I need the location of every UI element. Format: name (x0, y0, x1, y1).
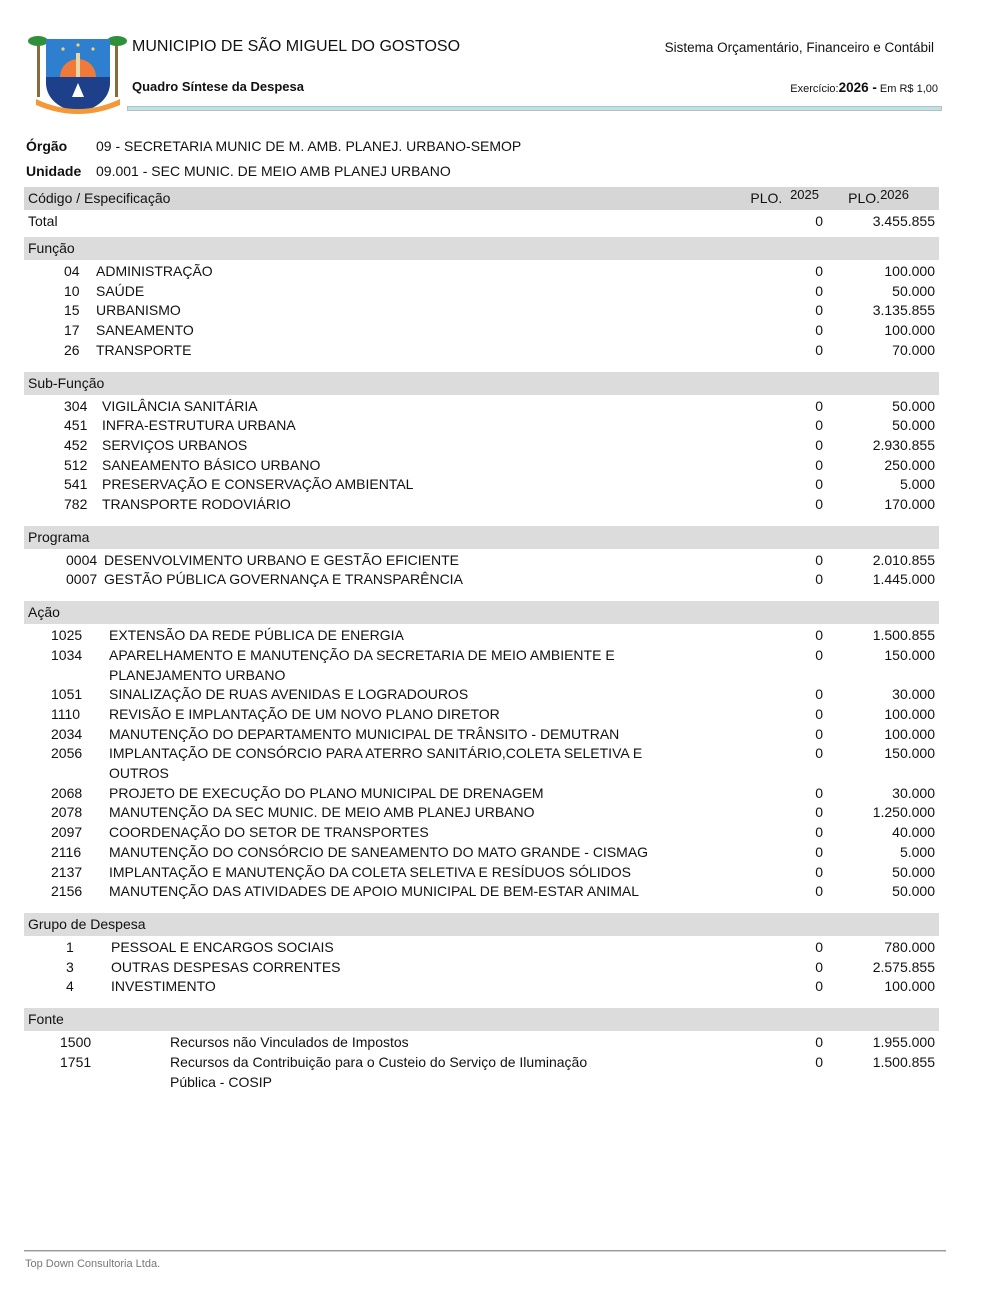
row-description: Recursos não Vinculados de Impostos (170, 1034, 409, 1051)
row-description: EXTENSÃO DA REDE PÚBLICA DE ENERGIA (109, 627, 404, 644)
row-code: 26 (64, 341, 80, 358)
row-value-2025: 0 (815, 725, 823, 742)
row-value-2025: 0 (815, 863, 823, 880)
col-header-plo-2026: PLO.2026 (848, 187, 909, 206)
table-row (24, 495, 939, 515)
row-description: REVISÃO E IMPLANTAÇÃO DE UM NOVO PLANO DIRETOR (109, 705, 500, 722)
table-row (24, 551, 939, 571)
section-header (24, 526, 939, 549)
row-code: 10 (64, 282, 80, 299)
row-value-2025: 0 (815, 705, 823, 722)
section-title: Fonte (28, 1011, 64, 1028)
table-row (24, 882, 939, 902)
row-description: OUTRAS DESPESAS CORRENTES (111, 958, 341, 975)
table-row (24, 725, 939, 745)
expense-summary-table (24, 187, 939, 1098)
row-value-2026: 150.000 (884, 745, 935, 762)
row-code: 304 (64, 397, 88, 414)
row-code: 451 (64, 417, 88, 434)
row-code: 2034 (51, 725, 83, 742)
row-value-2026: 100.000 (884, 705, 935, 722)
table-row (24, 784, 939, 804)
footer-divider (24, 1250, 946, 1252)
footer-company: Top Down Consultoria Ltda. (25, 1258, 161, 1270)
row-value-2025: 0 (815, 883, 823, 900)
row-value-2025: 0 (815, 436, 823, 453)
row-value-2026: 250.000 (884, 456, 935, 473)
row-description: VIGILÂNCIA SANITÁRIA (102, 397, 258, 414)
section-title: Ação (28, 604, 60, 621)
section-title: Sub-Função (28, 374, 105, 391)
row-code: 452 (64, 436, 88, 453)
table-row (24, 958, 939, 978)
row-code: 1 (66, 938, 74, 955)
table-row (24, 301, 939, 321)
report-title: Quadro Síntese da Despesa (132, 79, 304, 94)
row-value-2026: 1.500.855 (872, 627, 935, 644)
section-header (24, 913, 939, 936)
row-value-2026: 1.955.000 (872, 1034, 935, 1051)
table-row (24, 646, 939, 685)
row-value-2025: 0 (815, 263, 823, 279)
unidade-value: 09.001 - SEC MUNIC. DE MEIO AMB PLANEJ URBANO (96, 163, 451, 179)
total-label: Total (28, 213, 58, 229)
row-value-2026: 2.010.855 (872, 551, 935, 568)
unidade-line (26, 163, 451, 179)
row-value-2025: 0 (815, 686, 823, 703)
row-description: MANUTENÇÃO DA SEC MUNIC. DE MEIO AMB PLANEJ URBANO (109, 804, 535, 821)
row-code: 541 (64, 476, 88, 493)
row-description: SANEAMENTO BÁSICO URBANO (102, 456, 321, 473)
row-value-2025: 0 (815, 646, 823, 663)
row-value-2026: 50.000 (892, 397, 935, 414)
table-row (24, 282, 939, 302)
currency-note: Em R$ 1,00 (879, 83, 938, 95)
municipality-title: MUNICIPIO DE SÃO MIGUEL DO GOSTOSO (132, 38, 461, 55)
row-description: SANEAMENTO (96, 322, 194, 339)
row-value-2026: 30.000 (892, 686, 935, 703)
row-description: PRESERVAÇÃO E CONSERVAÇÃO AMBIENTAL (102, 476, 414, 493)
row-code: 782 (64, 496, 88, 513)
row-value-2026: 150.000 (884, 646, 935, 663)
row-value-2025: 0 (815, 938, 823, 955)
table-row (24, 397, 939, 417)
row-code: 2097 (51, 824, 83, 841)
row-code: 1025 (51, 627, 83, 644)
row-description: TRANSPORTE RODOVIÁRIO (102, 496, 291, 513)
system-name: Sistema Orçamentário, Financeiro e Contábil (664, 40, 934, 55)
table-row (24, 685, 939, 705)
total-2025: 0 (815, 213, 823, 229)
total-2026: 3.455.855 (872, 213, 935, 229)
row-value-2026: 5.000 (899, 476, 935, 493)
row-value-2025: 0 (815, 745, 823, 762)
row-value-2025: 0 (815, 1053, 823, 1070)
section-header (24, 237, 939, 260)
row-code: 1034 (51, 646, 83, 663)
row-value-2026: 100.000 (884, 725, 935, 742)
table-row (24, 744, 939, 783)
row-value-2025: 0 (815, 571, 823, 588)
row-description: INFRA-ESTRUTURA URBANA (102, 417, 296, 434)
row-value-2025: 0 (815, 397, 823, 414)
row-value-2026: 170.000 (884, 496, 935, 513)
table-row (24, 626, 939, 646)
row-value-2025: 0 (815, 1034, 823, 1051)
row-code: 04 (64, 263, 80, 279)
row-code: 0007 (66, 571, 98, 588)
row-description: SINALIZAÇÃO DE RUAS AVENIDAS E LOGRADOUROS (109, 686, 469, 703)
row-value-2026: 100.000 (884, 978, 935, 995)
row-code: 2078 (51, 804, 83, 821)
row-value-2025: 0 (815, 456, 823, 473)
row-value-2026: 30.000 (892, 784, 935, 801)
table-row (24, 341, 939, 361)
row-value-2026: 2.930.855 (872, 436, 935, 453)
row-code: 1500 (60, 1034, 92, 1051)
row-code: 17 (64, 322, 80, 339)
table-row (24, 843, 939, 863)
row-code: 2156 (51, 883, 83, 900)
row-code: 4 (66, 978, 74, 995)
row-value-2025: 0 (815, 958, 823, 975)
unidade-label: Unidade (26, 163, 82, 179)
row-value-2025: 0 (815, 322, 823, 339)
row-code: 2137 (51, 863, 83, 880)
table-row (24, 705, 939, 725)
row-value-2025: 0 (815, 824, 823, 841)
row-value-2026: 50.000 (892, 863, 935, 880)
table-row (24, 977, 939, 997)
row-description: IMPLANTAÇÃO DE CONSÓRCIO PARA ATERRO SANITÁRIO,COLETA SELETIVA E OUTROS (109, 745, 643, 782)
row-description: DESENVOLVIMENTO URBANO E GESTÃO EFICIENTE (104, 551, 459, 568)
row-code: 2056 (51, 745, 83, 762)
header-divider (127, 106, 942, 111)
row-description: SERVIÇOS URBANOS (102, 436, 248, 453)
table-row (24, 436, 939, 456)
row-code: 0004 (66, 551, 98, 568)
row-code: 1051 (51, 686, 83, 703)
row-description: MANUTENÇÃO DAS ATIVIDADES DE APOIO MUNICIPAL DE BEM-ESTAR ANIMAL (109, 883, 640, 900)
row-description: PESSOAL E ENCARGOS SOCIAIS (111, 938, 334, 955)
row-value-2026: 1.250.000 (872, 804, 935, 821)
section-title: Grupo de Despesa (28, 915, 146, 932)
table-row (24, 416, 939, 436)
section-title: Função (28, 240, 75, 256)
table-row (24, 262, 939, 282)
row-description: ADMINISTRAÇÃO (96, 263, 213, 279)
row-description: Recursos da Contribuição para o Custeio do Serviço de Iluminação Pública - COSIP (170, 1053, 588, 1090)
row-value-2026: 2.575.855 (872, 958, 935, 975)
row-description: MANUTENÇÃO DO CONSÓRCIO DE SANEAMENTO DO MATO GRANDE - CISMAG (109, 843, 649, 860)
table-row (24, 863, 939, 883)
col-header-plo-2025: PLO. 2025 (750, 187, 819, 206)
orgao-line (26, 138, 521, 154)
row-value-2025: 0 (815, 551, 823, 568)
row-value-2025: 0 (815, 784, 823, 801)
row-code: 2068 (51, 784, 83, 801)
row-value-2026: 100.000 (884, 263, 935, 279)
row-value-2025: 0 (815, 476, 823, 493)
row-value-2026: 50.000 (892, 282, 935, 299)
table-row (24, 1053, 939, 1092)
row-value-2025: 0 (815, 978, 823, 995)
row-description: MANUTENÇÃO DO DEPARTAMENTO MUNICIPAL DE TRÂNSITO - DEMUTRAN (109, 725, 620, 742)
row-description: INVESTIMENTO (111, 978, 216, 995)
row-value-2026: 5.000 (899, 843, 935, 860)
row-description: APARELHAMENTO E MANUTENÇÃO DA SECRETARIA DE MEIO AMBIENTE E PLANEJAMENTO URBANO (109, 646, 615, 683)
row-value-2025: 0 (815, 496, 823, 513)
row-description: URBANISMO (96, 302, 181, 319)
table-row (24, 456, 939, 476)
row-value-2025: 0 (815, 282, 823, 299)
section-title: Programa (28, 528, 90, 545)
row-code: 2116 (51, 843, 82, 860)
row-description: IMPLANTAÇÃO E MANUTENÇÃO DA COLETA SELETIVA E RESÍDUOS SÓLIDOS (109, 863, 632, 880)
section-header (24, 601, 939, 624)
table-row (24, 823, 939, 843)
row-value-2025: 0 (815, 341, 823, 358)
section-header (24, 1008, 939, 1031)
row-value-2026: 1.445.000 (872, 571, 935, 588)
row-value-2026: 50.000 (892, 883, 935, 900)
row-value-2026: 3.135.855 (872, 302, 935, 319)
row-code: 512 (64, 456, 88, 473)
row-value-2025: 0 (815, 302, 823, 319)
total-row (24, 210, 939, 232)
section-header (24, 372, 939, 395)
row-value-2026: 40.000 (892, 824, 935, 841)
row-value-2025: 0 (815, 804, 823, 821)
row-value-2026: 100.000 (884, 322, 935, 339)
exercicio-year: 2026 - (838, 80, 877, 95)
row-code: 1110 (51, 705, 81, 722)
row-code: 3 (66, 958, 74, 975)
row-value-2026: 780.000 (884, 938, 935, 955)
row-value-2025: 0 (815, 417, 823, 434)
table-sections (24, 237, 939, 1098)
row-description: GESTÃO PÚBLICA GOVERNANÇA E TRANSPARÊNCIA (104, 571, 463, 588)
table-header-row (24, 187, 939, 210)
table-row (24, 570, 939, 590)
orgao-value: 09 - SECRETARIA MUNIC DE M. AMB. PLANEJ. URBANO-SEMOP (96, 138, 522, 154)
table-row (24, 803, 939, 823)
row-value-2026: 1.500.855 (872, 1053, 935, 1070)
table-row (24, 321, 939, 341)
table-row (24, 475, 939, 495)
table-row (24, 1033, 939, 1053)
exercicio-info (790, 80, 938, 95)
row-description: COORDENAÇÃO DO SETOR DE TRANSPORTES (109, 824, 429, 841)
row-description: SAÚDE (96, 282, 145, 299)
row-value-2025: 0 (815, 627, 823, 644)
exercicio-label: Exercício: (790, 83, 839, 95)
row-value-2026: 50.000 (892, 417, 935, 434)
col-header-spec: Código / Especificação (28, 190, 171, 206)
table-row (24, 938, 939, 958)
row-value-2025: 0 (815, 843, 823, 860)
row-description: TRANSPORTE (96, 341, 192, 358)
row-description: PROJETO DE EXECUÇÃO DO PLANO MUNICIPAL DE DRENAGEM (109, 784, 544, 801)
municipal-coat-of-arms-logo (28, 27, 128, 119)
row-code: 1751 (60, 1053, 92, 1070)
orgao-label: Órgão (26, 138, 68, 154)
row-code: 15 (64, 302, 80, 319)
row-value-2026: 70.000 (892, 341, 935, 358)
